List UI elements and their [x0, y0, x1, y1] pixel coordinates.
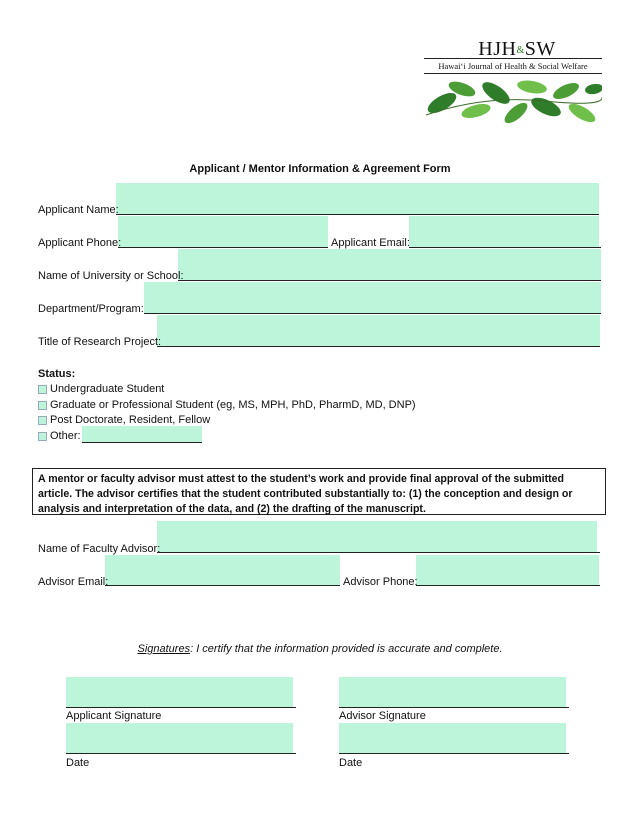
applicant-email-label: Applicant Email: — [331, 237, 410, 249]
advisor-date-input[interactable] — [339, 723, 566, 753]
applicant-date-label: Date — [66, 757, 90, 769]
advisor-date-label: Date — [339, 757, 363, 769]
applicant-name-line — [116, 214, 599, 215]
other-checkbox[interactable] — [38, 432, 47, 441]
logo-title-left: HJH — [478, 38, 517, 60]
signatures-certification: : I certify that the information provided is accurate and complete. — [190, 643, 503, 655]
advisor-name-input[interactable] — [157, 521, 597, 552]
logo-title-right: SW — [524, 38, 556, 60]
advisor-attestation-box: A mentor or faculty advisor must attest to the student’s work and provide final approval of the submitted article. The advisor certifies that the student contributed substantially to: (1) the conception and design or analysis and interpretation of the data, and (2) the drafting of the manuscript. — [32, 468, 606, 515]
applicant-signature-input[interactable] — [66, 677, 293, 707]
postdoc-checkbox[interactable] — [38, 416, 47, 425]
journal-logo-subtitle: Hawai‘i Journal of Health & Social Welfare — [438, 61, 588, 71]
advisor-phone-line — [416, 585, 600, 586]
advisor-signature-label: Advisor Signature — [339, 710, 426, 722]
advisor-signature-input[interactable] — [339, 677, 566, 707]
status-heading: Status: — [38, 368, 76, 380]
logo-title-amp: & — [516, 44, 525, 56]
postdoc-label: Post Doctorate, Resident, Fellow — [50, 414, 211, 426]
department-label: Department/Program: — [38, 303, 144, 315]
applicant-name-input[interactable] — [116, 183, 599, 214]
leaf-banner-icon — [424, 75, 602, 127]
logo-rule-top — [424, 58, 602, 59]
university-line — [178, 280, 601, 281]
advisor-name-line — [157, 552, 600, 553]
signatures-statement — [0, 643, 640, 655]
graduate-checkbox[interactable] — [38, 401, 47, 410]
applicant-email-input[interactable] — [409, 216, 599, 247]
advisor-email-line — [105, 585, 340, 586]
graduate-label: Graduate or Professional Student (eg, MS, MPH, PhD, PharmD, MD, DNP) — [50, 399, 416, 411]
signatures-heading: Signatures — [137, 643, 191, 655]
applicant-phone-label: Applicant Phone: — [38, 237, 122, 249]
department-input[interactable] — [144, 282, 601, 313]
undergraduate-label: Undergraduate Student — [50, 383, 165, 395]
advisor-phone-label: Advisor Phone: — [343, 576, 418, 588]
other-label: Other: — [50, 430, 81, 442]
applicant-phone-input[interactable] — [118, 216, 328, 247]
applicant-phone-line — [118, 247, 328, 248]
applicant-email-line — [409, 247, 601, 248]
applicant-date-line — [66, 753, 296, 754]
other-line — [82, 442, 202, 443]
leaf-cluster — [425, 78, 602, 127]
university-label: Name of University or School: — [38, 270, 184, 282]
university-input[interactable] — [178, 249, 601, 280]
department-line — [144, 313, 601, 314]
advisor-name-label: Name of Faculty Advisor: — [38, 543, 161, 555]
other-input[interactable] — [82, 426, 202, 442]
advisor-signature-line — [339, 707, 569, 708]
logo-rule-bottom — [424, 73, 602, 74]
advisor-email-label: Advisor Email: — [38, 576, 109, 588]
form-title: Applicant / Mentor Information & Agreement Form — [189, 163, 451, 175]
advisor-date-line — [339, 753, 569, 754]
undergraduate-checkbox[interactable] — [38, 385, 47, 394]
applicant-signature-line — [66, 707, 296, 708]
advisor-email-input[interactable] — [105, 555, 340, 585]
applicant-name-label: Applicant Name: — [38, 204, 119, 216]
applicant-date-input[interactable] — [66, 723, 293, 753]
advisor-phone-input[interactable] — [416, 555, 599, 585]
research-title-label: Title of Research Project: — [38, 336, 162, 348]
applicant-signature-label: Applicant Signature — [66, 710, 162, 722]
research-title-line — [157, 346, 600, 347]
research-title-input[interactable] — [157, 315, 600, 346]
